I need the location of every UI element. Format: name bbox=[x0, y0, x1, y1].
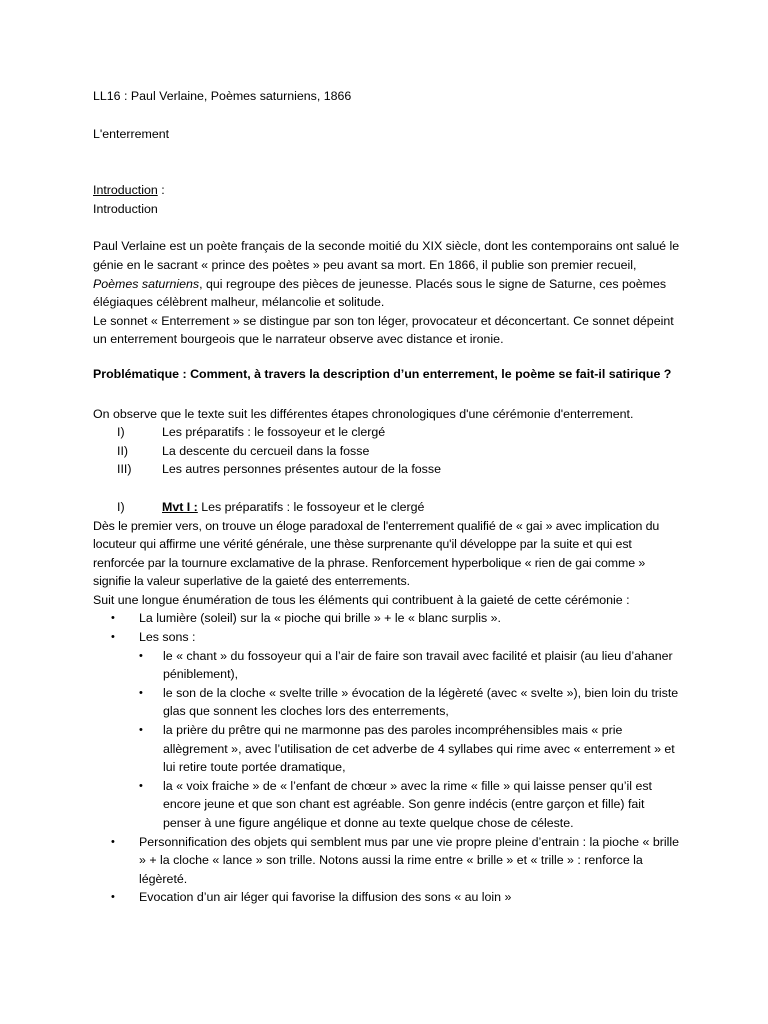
plan-item bbox=[117, 460, 683, 479]
sub-bullet-text: le son de la cloche « svelte trille » évocation de la légèreté (avec « svelte »), bien loin du triste glas que sonnent les cloches lors des enterrements, bbox=[163, 685, 679, 719]
sub-bullet-text: la « voix fraiche » de « l’enfant de chœur » avec la rime « fille » qui laisse penser qu’il est encore jeune et que son chant est agréable. Son genre indécis (entre garçon et fille) fait penser à une figure angélique et donne au texte quelque chose de céleste. bbox=[163, 778, 652, 830]
bullet-icon: • bbox=[139, 724, 143, 737]
intro-p1-start: Paul Verlaine est un poète français de la seconde moitié du XIX siècle, dont les contemporains ont salué le génie en le sacrant « prince des poètes » peu avant sa mort. En 1866, il publie son premier recueil, bbox=[93, 239, 680, 272]
bullet-icon: • bbox=[111, 631, 115, 644]
bullet-item bbox=[111, 833, 683, 889]
bullet-icon: • bbox=[111, 891, 115, 904]
problematique: Problématique : Comment, à travers la description d’un enterrement, le poème se fait-il satirique ? bbox=[93, 366, 672, 381]
movement-label: Mvt I : bbox=[162, 499, 198, 514]
sub-bullet-text: la prière du prêtre qui ne marmonne pas des paroles incompréhensibles mais « prie allègrement », avec l’utilisation de cet adverbe de 4 syllabes qui rime avec « enterrement » et lui retire toute portée dramatique, bbox=[163, 723, 675, 775]
intro-heading-repeat: Introduction bbox=[93, 201, 158, 216]
bullet-item bbox=[111, 609, 683, 628]
intro-paragraph-1 bbox=[93, 237, 683, 311]
poem-title: L'enterrement bbox=[93, 126, 170, 141]
movement-number: I) bbox=[117, 499, 125, 514]
sub-bullet-item bbox=[139, 647, 683, 684]
bullet-item bbox=[111, 628, 683, 647]
intro-p1-end: , qui regroupe des pièces de jeunesse. Placés sous le signe de Saturne, ces poèmes élégiaques célèbrent malheur, mélancolie et solitude. bbox=[93, 276, 667, 310]
plan-item-text: La descente du cercueil dans la fosse bbox=[162, 443, 370, 458]
document-body bbox=[93, 87, 683, 907]
movement-title bbox=[162, 498, 683, 517]
plan-item bbox=[117, 442, 683, 461]
bullet-icon: • bbox=[139, 779, 143, 792]
intro-heading-text: Introduction bbox=[93, 183, 158, 198]
bullet-text: Les sons : bbox=[139, 630, 196, 645]
bullet-icon: • bbox=[111, 835, 115, 848]
sub-bullet-text: le « chant » du fossoyeur qui a l’air de faire son travail avec facilité et plaisir (au lieu d’ahaner péniblement), bbox=[163, 648, 673, 682]
intro-p1-work-title: Poèmes saturniens bbox=[93, 276, 200, 291]
plan-item-number: III) bbox=[117, 462, 132, 477]
movement-title-text: Les préparatifs : le fossoyeur et le clergé bbox=[197, 499, 425, 514]
bullet-text: La lumière (soleil) sur la « pioche qui brille » + le « blanc surplis ». bbox=[139, 611, 501, 626]
bullet-icon: • bbox=[139, 649, 143, 662]
intro-heading bbox=[93, 181, 683, 200]
plan-item-number: II) bbox=[117, 443, 129, 458]
sub-bullet-item bbox=[139, 684, 683, 721]
plan-item-number: I) bbox=[117, 425, 125, 440]
movement-paragraph-2: Suit une longue énumération de tous les éléments qui contribuent à la gaieté de cette cérémonie : bbox=[93, 592, 630, 607]
plan-item bbox=[117, 423, 683, 442]
bullet-item bbox=[111, 888, 683, 907]
sub-bullet-item bbox=[139, 721, 683, 777]
plan-item-text: Les autres personnes présentes autour de la fosse bbox=[162, 462, 441, 477]
movement-heading bbox=[117, 498, 683, 517]
sub-bullet-item bbox=[139, 777, 683, 833]
intro-paragraph-2: Le sonnet « Enterrement » se distingue par son ton léger, provocateur et déconcertant. Ce sonnet dépeint un enterrement bourgeois que le narrateur observe avec distance et ironie. bbox=[93, 313, 674, 347]
plan-item-text: Les préparatifs : le fossoyeur et le clergé bbox=[162, 425, 386, 440]
bullet-icon: • bbox=[139, 686, 143, 699]
bullet-text: Personnification des objets qui semblent mus par une vie propre pleine d’entrain : la pioche « brille » + la cloche « lance » son trille. Notons aussi la rime entre « brille » et « trille » : renforce la légèreté. bbox=[139, 834, 679, 886]
document-title: LL16 : Paul Verlaine, Poèmes saturniens, 1866 bbox=[93, 89, 352, 103]
bullet-text: Evocation d’un air léger qui favorise la diffusion des sons « au loin » bbox=[139, 890, 512, 905]
bullet-icon: • bbox=[111, 612, 115, 625]
plan-intro: On observe que le texte suit les différentes étapes chronologiques d'une cérémonie d'enterrement. bbox=[93, 406, 634, 421]
intro-heading-colon: : bbox=[157, 183, 165, 198]
movement-paragraph-1: Dès le premier vers, on trouve un éloge paradoxal de l'enterrement qualifié de « gai » avec implication du locuteur qui affirme une vérité générale, une thèse surprenante qu'il développe par la suite et qui est renforcée par la tournure exclamative de la phrase. Renforcement hyperbolique « rien de gai comme » signifie la valeur superlative de la gaieté des enterrements. bbox=[93, 518, 660, 589]
